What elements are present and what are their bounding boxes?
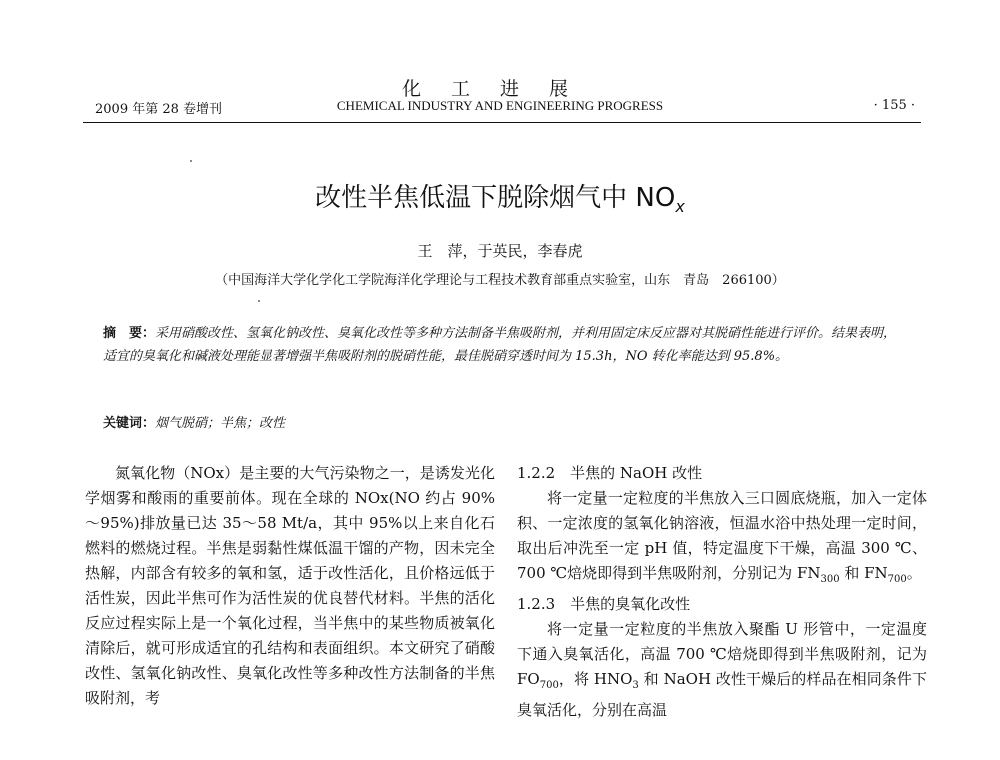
section-1-2-2-text: 和 FN <box>839 564 888 582</box>
subscript: 700 <box>539 680 559 691</box>
article-title <box>0 177 1000 216</box>
header-rule <box>83 122 921 123</box>
scan-speck <box>258 300 260 302</box>
section-heading-1-2-2: 1.2.2 半焦的 NaOH 改性 <box>517 464 703 482</box>
abstract <box>103 322 903 368</box>
page-number: · 155 · <box>873 98 915 113</box>
abstract-label: 摘 要： <box>103 326 156 341</box>
journal-title-cn: 化工进展 <box>401 78 598 100</box>
subscript: 700 <box>887 574 907 585</box>
article-title-main: 改性半焦低温下脱除烟气中 NO <box>315 183 676 213</box>
body-column-right <box>517 461 927 723</box>
abstract-text: 采用硝酸改性、氢氧化钠改性、臭氧化改性等多种方法制备半焦吸附剂，并利用固定床反应器对其脱硝性能进行评价。结果表明，适宜的臭氧化和碱液处理能显著增强半焦吸附剂的脱硝性能，最佳脱硝穿透时间为 15.3h，NO 转化率能达到 95.8%。 <box>103 326 897 364</box>
subscript: 3 <box>632 680 639 691</box>
section-1-2-3-text: 将一定量一定粒度的半焦放入聚酯 U 形管中，一定温度下通入臭氧活化，高温 700 ℃焙烧即得到半焦吸附剂，记为 FO <box>517 620 927 688</box>
section-1-2-2-text: 。 <box>906 564 922 582</box>
keywords-label: 关键词： <box>103 416 156 431</box>
author-list: 王 萍，于英民，李春虎 <box>417 242 583 260</box>
section-heading-1-2-3: 1.2.3 半焦的臭氧化改性 <box>517 595 691 613</box>
section-1-2-2-paragraph <box>517 486 927 592</box>
article-title-subscript: x <box>675 197 685 217</box>
affiliation: （中国海洋大学化学化工学院海洋化学理论与工程技术教育部重点实验室，山东 青岛 266100） <box>215 273 785 288</box>
section-1-2-2-text: 将一定量一定粒度的半焦放入三口圆底烧瓶，加入一定体积、一定浓度的氢氧化钠溶液，恒温水浴中热处理一定时间，取出后冲洗至一定 pH 值，特定温度下干燥，高温 300 ℃、700 ℃焙烧即得到半焦吸附剂，分别记为 FN <box>517 489 927 582</box>
volume-info: 2009 年第 28 卷增刊 <box>95 102 223 117</box>
section-1-2-3-paragraph <box>517 617 927 723</box>
keywords <box>103 412 903 431</box>
section-1-2-3-text: 和 NaOH 改性干燥后的样品在相同条件下臭氧活化，分别在高温 <box>517 670 927 719</box>
keywords-text: 烟气脱硝；半焦；改性 <box>155 416 286 431</box>
section-1-2-3-text: ，将 HNO <box>558 670 633 688</box>
journal-title-en: CHEMICAL INDUSTRY AND ENGINEERING PROGRESS <box>336 98 664 113</box>
subscript: 300 <box>820 574 840 585</box>
intro-paragraph: 氮氧化物（NOx）是主要的大气污染物之一，是诱发光化学烟雾和酸雨的重要前体。现在全球的 NOx(NO 约占 90%～95%)排放量已达 35～58 Mt/a，其中 95%以上来自化石燃料的燃烧过程。半焦是弱黏性煤低温干馏的产物，因未完全热解，内部含有较多的氧和氢，适于改性活化，且价格远低于活性炭，因此半焦可作为活性炭的优良替代材料。半焦的活化反应过程实际上是一个氧化过程，当半焦中的某些物质被氧化清除后，就可形成适宜的孔结构和表面组织。本文研究了硝酸改性、氢氧化钠改性、臭氧化改性等多种改性方法制备的半焦吸附剂，考 <box>85 464 495 707</box>
scan-speck <box>190 160 192 162</box>
body-column-left <box>85 461 495 711</box>
